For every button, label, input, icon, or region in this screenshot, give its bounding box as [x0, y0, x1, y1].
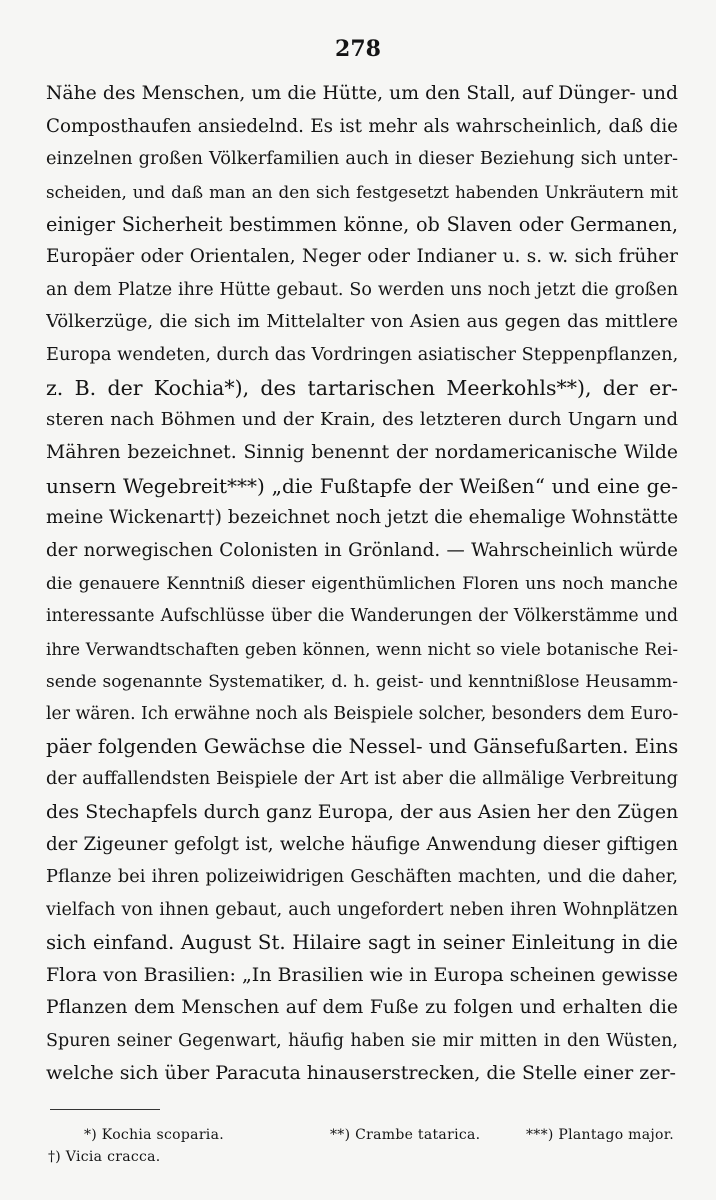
text-line: vielfach von ihnen gebaut, auch ungefordert neben ihren Wohnplätzen: [46, 900, 678, 921]
text-line: scheiden, und daß man an den sich festgesetzt habenden Unkräutern mit: [46, 181, 678, 202]
text-line: welche sich über Paracuta hinauserstrecken, die Stelle einer zer-: [46, 1062, 676, 1085]
text-line: einiger Sicherheit bestimmen könne, ob Slaven oder Germanen,: [46, 212, 678, 236]
text-line: sende sogenannte Systematiker, d. h. geist- und kenntnißlose Heusamm-: [46, 671, 678, 692]
text-line: Mähren bezeichnet. Sinnig benennt der nordamericanische Wilde: [46, 442, 678, 464]
footnote-divider: [50, 1109, 160, 1110]
text-line: Composthaufen ansiedelnd. Es ist mehr als wahrscheinlich, daß die: [46, 115, 678, 137]
text-line: Nähe des Menschen, um die Hütte, um den Stall, auf Dünger- und: [46, 83, 678, 104]
text-line: der Zigeuner gefolgt ist, welche häufige Anwendung dieser giftigen: [46, 833, 678, 855]
text-line: einzelnen großen Völkerfamilien auch in dieser Beziehung sich unter-: [46, 149, 678, 170]
body-text: [46, 78, 678, 1090]
text-line: Völkerzüge, die sich im Mittelalter von Asien aus gegen das mittlere: [46, 311, 678, 333]
text-line: Pflanzen dem Menschen auf dem Fuße zu folgen und erhalten die: [46, 996, 678, 1018]
text-line: sich einfand. August St. Hilaire sagt in seiner Einleitung in die: [46, 930, 678, 954]
text-line: steren nach Böhmen und der Krain, des letzteren durch Ungarn und: [46, 409, 678, 431]
text-line: z. B. der Kochia*), des tartarischen Meerkohls**), der er-: [46, 375, 678, 400]
text-line: unsern Wegebreit***) „die Fußtapfe der Weißen“ und eine ge-: [46, 473, 678, 498]
footnote-2: **) Crambe tatarica.: [330, 1127, 481, 1143]
text-line: Flora von Brasilien: „In Brasilien wie in Europa scheinen gewisse: [46, 964, 678, 987]
text-line: an dem Platze ihre Hütte gebaut. So werden uns noch jetzt die großen: [46, 279, 678, 300]
text-line: Europa wendeten, durch das Vordringen asiatischer Steppenpflanzen,: [46, 345, 678, 366]
footnote-3: ***) Plantago major.: [526, 1127, 674, 1143]
text-line: Europäer oder Orientalen, Neger oder Indianer u. s. w. sich früher: [46, 246, 678, 268]
footnote-1: *) Kochia scoparia.: [84, 1127, 224, 1143]
text-line: interessante Aufschlüsse über die Wanderungen der Völkerstämme und: [46, 606, 678, 627]
footnote-4: †) Vicia cracca.: [48, 1149, 161, 1165]
text-line: Pflanze bei ihren polizeiwidrigen Geschäften machten, und die daher,: [46, 867, 678, 888]
page-number: 278: [335, 36, 381, 62]
text-line: ler wären. Ich erwähne noch als Beispiele solcher, besonders dem Euro-: [46, 704, 678, 725]
text-line: der norwegischen Colonisten in Grönland. — Wahrscheinlich würde: [46, 539, 678, 561]
text-line: Spuren seiner Gegenwart, häufig haben sie mir mitten in den Wüsten,: [46, 1030, 678, 1051]
text-line: ihre Verwandtschaften geben können, wenn nicht so viele botanische Rei-: [46, 638, 678, 659]
text-line: des Stechapfels durch ganz Europa, der aus Asien her den Zügen: [46, 801, 678, 824]
text-line: päer folgenden Gewächse die Nessel- und Gänsefußarten. Eins: [46, 734, 678, 758]
text-line: der auffallendsten Beispiele der Art ist aber die allmälige Verbreitung: [46, 769, 678, 790]
text-line: die genauere Kenntniß dieser eigenthümlichen Floren uns noch manche: [46, 573, 678, 594]
footnotes: [48, 1124, 678, 1168]
text-line: meine Wickenart†) bezeichnet noch jetzt die ehemalige Wohnstätte: [46, 507, 678, 529]
